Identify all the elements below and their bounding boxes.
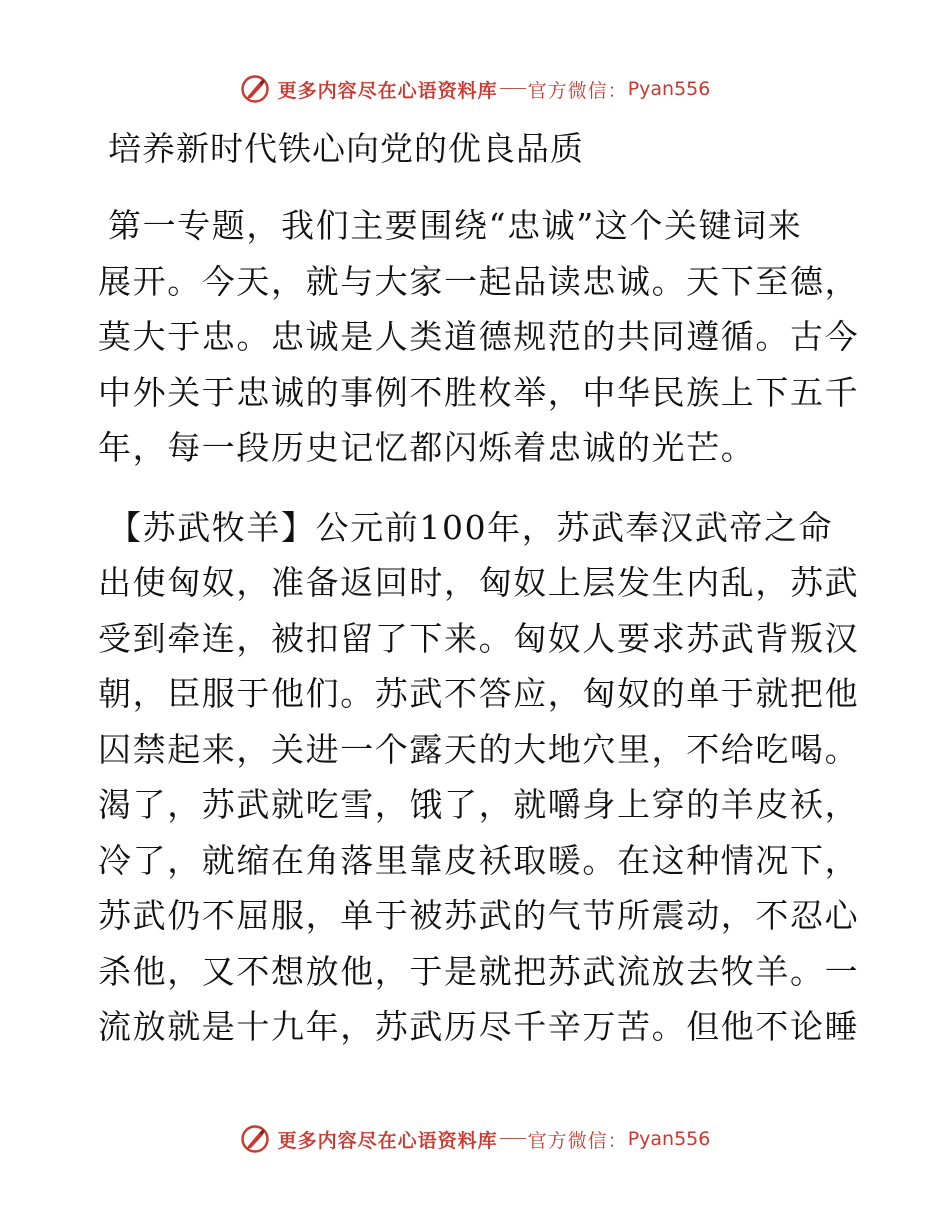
watermark-wechat-label: 官方微信：: [527, 1129, 628, 1152]
paragraph-2: [98, 500, 858, 1055]
header-watermark: [0, 74, 950, 104]
footer-watermark: [0, 1124, 950, 1154]
text-line: 年，每一段历史记忆都闪烁着忠诚的光芒。: [98, 428, 756, 467]
text-line: 杀他，又不想放他，于是就把苏武流放去牧羊。一: [98, 951, 860, 991]
text-line: 苏武仍不屈服，单于被苏武的气节所震动，不忍心: [98, 896, 860, 935]
text-line: 出使匈奴，准备返回时，匈奴上层发生内乱，苏武: [98, 563, 860, 602]
text-line: 朝，臣服于他们。苏武不答应，匈奴的单于就把他: [98, 674, 860, 713]
watermark-wechat-label: 官方微信：: [527, 79, 628, 102]
text-line: 渴了，苏武就吃雪，饿了，就嚼身上穿的羊皮袄，: [98, 785, 860, 824]
text-line: 囚禁起来，关进一个露天的大地穴里，不给吃喝。: [98, 729, 860, 769]
text-line: 第一专题，我们主要围绕“忠诚”这个关键词来: [108, 206, 803, 245]
text-line: 中外关于忠诚的事例不胜枚举，中华民族上下五千: [98, 372, 860, 412]
paragraph-1: [98, 198, 858, 476]
text-line: 冷了，就缩在角落里靠皮袄取暖。在这种情况下，: [98, 840, 860, 880]
watermark-text: 更多内容尽在心语资料库: [277, 79, 498, 102]
text-line: 莫大于忠。忠诚是人类道德规范的共同遵循。古今: [98, 317, 860, 356]
text-line: 受到牵连，被扣留了下来。匈奴人要求苏武背叛汉: [98, 618, 860, 658]
watermark-wechat-id: Pyan556: [627, 1128, 711, 1150]
text-line: 【苏武牧羊】公元前100年，苏武奉汉武帝之命: [108, 507, 834, 547]
document-title: 培养新时代铁心向党的优良品质: [108, 129, 584, 168]
document-body: [98, 122, 858, 1055]
watermark-dash: [500, 1138, 526, 1139]
text-line: 流放就是十九年，苏武历尽千辛万苦。但他不论睡: [98, 1007, 860, 1046]
text-line: 展开。今天，就与大家一起品读忠诚。天下至德，: [98, 261, 860, 301]
watermark-text: 更多内容尽在心语资料库: [277, 1129, 498, 1152]
watermark-dash: [500, 88, 526, 89]
pen-logo-icon: [240, 1124, 270, 1154]
watermark-wechat-id: Pyan556: [627, 78, 711, 100]
pen-logo-icon: [240, 74, 270, 104]
